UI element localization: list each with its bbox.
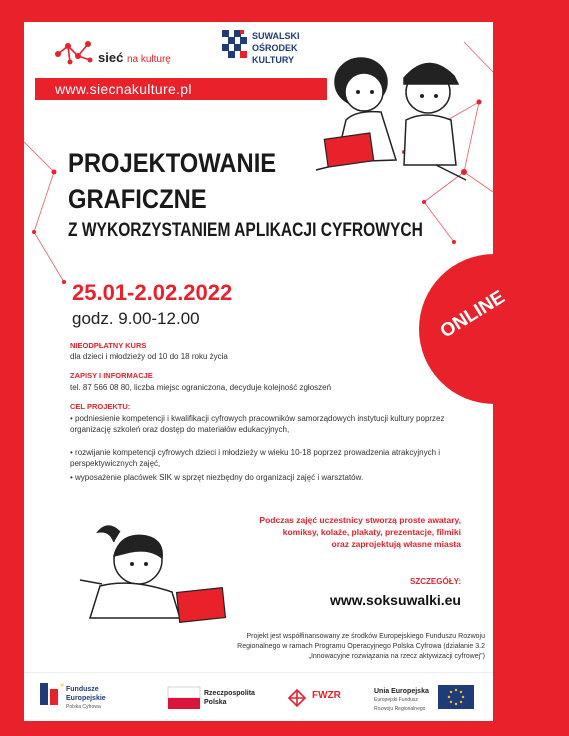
ue-line1: Unia Europejska <box>374 688 429 695</box>
goal-label: CEL PROJEKTU: <box>70 402 131 411</box>
sok-logo <box>222 30 300 65</box>
sok-line2: OŚRODEK <box>252 43 298 53</box>
title-line2: GRAFICZNE <box>68 184 207 214</box>
website-link[interactable]: www.siecnakulture.pl <box>55 81 192 97</box>
signup-label: ZAPISY I INFORMACJE <box>70 371 153 380</box>
fwzr-icon <box>286 687 308 709</box>
course-text: dla dzieci i młodzieży od 10 do 18 roku życia <box>70 352 228 361</box>
fwzr-text: FWZR <box>312 690 341 701</box>
promo-text <box>259 514 461 550</box>
goal-item: • wyposażenie placówek SIK w sprzęt niezbędny do organizacji zajęć i warsztatów. <box>70 473 364 482</box>
funding-line1: Projekt jest współfinansowany ze środków Europejskiego Funduszu Rozwoju <box>246 633 485 640</box>
funding-note <box>237 632 485 662</box>
girl-laptop-illustration <box>80 522 230 632</box>
ue-sub2: Rozwoju Regionalnego <box>374 706 426 712</box>
funding-logos-bar <box>24 672 493 721</box>
kids-laptop-illustration <box>286 40 476 190</box>
rp-line1: Rzeczpospolita <box>204 690 255 697</box>
fundusze-europejskie-icon <box>38 679 64 709</box>
network-logo-icon <box>54 36 94 68</box>
polish-flag-icon <box>168 687 200 709</box>
logo-name: sieć <box>98 50 124 65</box>
title-line1: PROJEKTOWANIE <box>68 148 277 178</box>
fe-line1: Fundusze <box>66 686 99 693</box>
promo-line3: oraz zaprojektują własne miasta <box>331 539 461 549</box>
event-dates: 25.01-2.02.2022 <box>72 280 233 305</box>
fundusze-logo-text <box>66 685 106 712</box>
ue-sub1: Europejski Fundusz <box>374 697 418 703</box>
details-link[interactable]: www.soksuwalki.eu <box>330 592 461 608</box>
funding-line3: „Innowacyjne rozwiązania na rzecz aktywizacji cyfrowej") <box>308 653 485 660</box>
rp-logo-text <box>204 689 255 707</box>
goal-item: • podniesienie kompetencji i kwalifikacji cyfrowych pracowników samorządowych instytucji kultury poprzez organizację szkoleń oraz dostęp do materiałów edukacyjnych, <box>70 414 445 434</box>
title-line3: Z WYKORZYSTANIEM APLIKACJI CYFROWYCH <box>68 220 423 241</box>
url-banner <box>35 78 327 100</box>
funding-line2: Regionalnego w ramach Programu Operacyjnego Polska Cyfrowa (działanie 3.2 <box>237 643 485 650</box>
fe-sub: Polska Cyfrowa <box>66 704 101 710</box>
details-label: SZCZEGÓŁY: <box>410 577 461 586</box>
fe-line2: Europejskie <box>66 695 106 702</box>
sok-logo-icon <box>222 30 248 60</box>
promo-line1: Podczas zajęć uczestnicy stworzą proste awatary, <box>259 515 461 525</box>
online-badge <box>419 254 569 404</box>
siec-na-kulture-logo <box>54 36 171 73</box>
promo-line2: komiksy, kolaże, plakaty, prezentacje, filmiki <box>282 527 461 537</box>
rp-line2: Polska <box>204 699 227 706</box>
online-badge-label: ONLINE <box>436 286 509 343</box>
signup-text: tel. 87 566 08 80, liczba miejsc ograniczona, decyduje kolejność zgłoszeń <box>70 383 332 392</box>
poster-content <box>24 22 509 672</box>
eu-flag-icon <box>438 685 474 709</box>
ue-logo-text <box>374 687 429 714</box>
event-hours: godz. 9.00-12.00 <box>72 309 200 328</box>
course-label: NIEODPŁATNY KURS <box>70 341 147 350</box>
sok-line3: KULTURY <box>252 55 294 65</box>
goal-item: • rozwijanie kompetencji cyfrowych dzieci i młodzieży w wieku 10-18 poprzez prowadzenia atrakcyjnych i perspektywicznych zajęć, <box>70 448 441 468</box>
sok-line1: SUWALSKI <box>252 31 300 41</box>
logo-suffix: na kulturę <box>126 54 171 65</box>
